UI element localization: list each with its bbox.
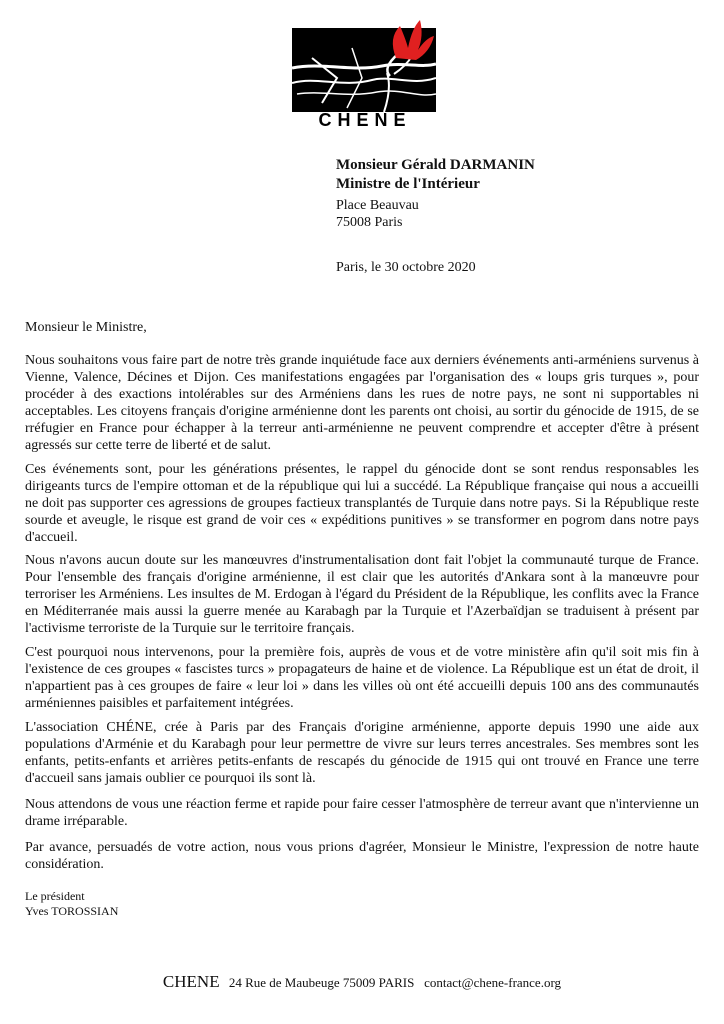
logo-wordmark: CHENE xyxy=(318,110,412,130)
letter-footer xyxy=(0,972,724,992)
address-line: Place Beauvau xyxy=(336,198,419,213)
paragraph: Nous souhaitons vous faire part de notre très grande inquiétude face aux derniers événements anti-arméniens survenus à Vienne, Valence, Décines et Dijon. Ces manifestations engagées par l'organisation des « loups gris turques », pour procéder à des exactions intolérables sur des Arméniens dans les rues de notre pays, ne sont ni supportables ni acceptables. Les citoyens français d'origine arménienne dont les parents ont choisi, au sortir du génocide de 1915, de se rréfugier en France pour échapper à la terreur anti-arménienne ne peuvent comprendre et accepter d'être à présent agressés sur cette terre de liberté et de salut. xyxy=(25,353,699,453)
letter-date: Paris, le 30 octobre 2020 xyxy=(336,260,476,275)
paragraph: C'est pourquoi nous intervenons, pour la première fois, auprès de vous et de votre ministère afin qu'il soit mis fin à l'existence de ces groupes « fascistes turcs » propagateurs de haine et de violence. La République est un état de droit, il n'appartient pas à ces groupes de faire « leur loi » dans les villes où ont été accueilli depuis 100 ans des communautés arméniennes paisibles et parfaitement intégrées. xyxy=(25,645,699,711)
paragraph: Ces événements sont, pour les générations présentes, le rappel du génocide dont se sont rendus responsables les dirigeants turcs de l'empire ottoman et de la république qui lui a succédé. La République française qui nous a accueilli ne doit pas supporter ces agressions de groupes factieux transplantés de Turquie dans notre pays. Si la République reste sourde et aveugle, le risque est grand de voir ces « expéditions punitives » se transformer en pogrom dans notre pays d'accueil. xyxy=(25,462,699,545)
recipient-title: Ministre de l'Intérieur xyxy=(336,176,480,192)
signature-block xyxy=(25,889,118,919)
recipient-block xyxy=(336,156,535,194)
recipient-address xyxy=(336,197,419,231)
paragraph: Nous n'avons aucun doute sur les manœuvres d'instrumentalisation dont fait l'objet la communauté turque de France. Pour l'ensemble des français d'origine arménienne, il est clair que les autorités d'Ankara sont à la manœuvre pour terroriser les Arméniens. Les insultes de M. Erdogan à l'égard du Président de la République, les conflits avec la France en Méditerranée mais aussi la guerre menée au Karabagh par la Turquie et l'Azerbaïdjan se traduisent à présent par l'activisme terroriste de la Turquie sur le territoire français. xyxy=(25,553,699,636)
signature-role: Le président xyxy=(25,889,85,903)
paragraph: L'association CHÉNE, crée à Paris par des Français d'origine arménienne, apporte depuis 1990 une aide aux populations d'Arménie et du Karabagh pour leur permettre de vivre sur leurs terres ancestrales. Ses membres sont les enfants, petits-enfants et arrières petits-enfants de rescapés du génocide de 1915 qui ont trouvé en France une terre d'accueil sans jamais oublier ce pourquoi ils sont là. xyxy=(25,720,699,786)
recipient-name: Monsieur Gérald DARMANIN xyxy=(336,157,535,173)
salutation: Monsieur le Ministre, xyxy=(25,320,147,335)
red-flower-icon xyxy=(386,18,436,62)
paragraph: Par avance, persuadés de votre action, nous vous prions d'agréer, Monsieur le Ministre, l'expression de notre haute considération. xyxy=(25,840,699,872)
footer-email: contact@chene-france.org xyxy=(424,975,562,990)
paragraph: Nous attendons de vous une réaction ferme et rapide pour faire cesser l'atmosphère de terreur avant que n'intervienne un drame irréparable. xyxy=(25,797,699,829)
address-line: 75008 Paris xyxy=(336,215,403,230)
footer-address: 24 Rue de Maubeuge 75009 PARIS xyxy=(228,975,415,990)
footer-org: CHENE xyxy=(162,972,220,991)
signature-name: Yves TOROSSIAN xyxy=(25,904,119,918)
